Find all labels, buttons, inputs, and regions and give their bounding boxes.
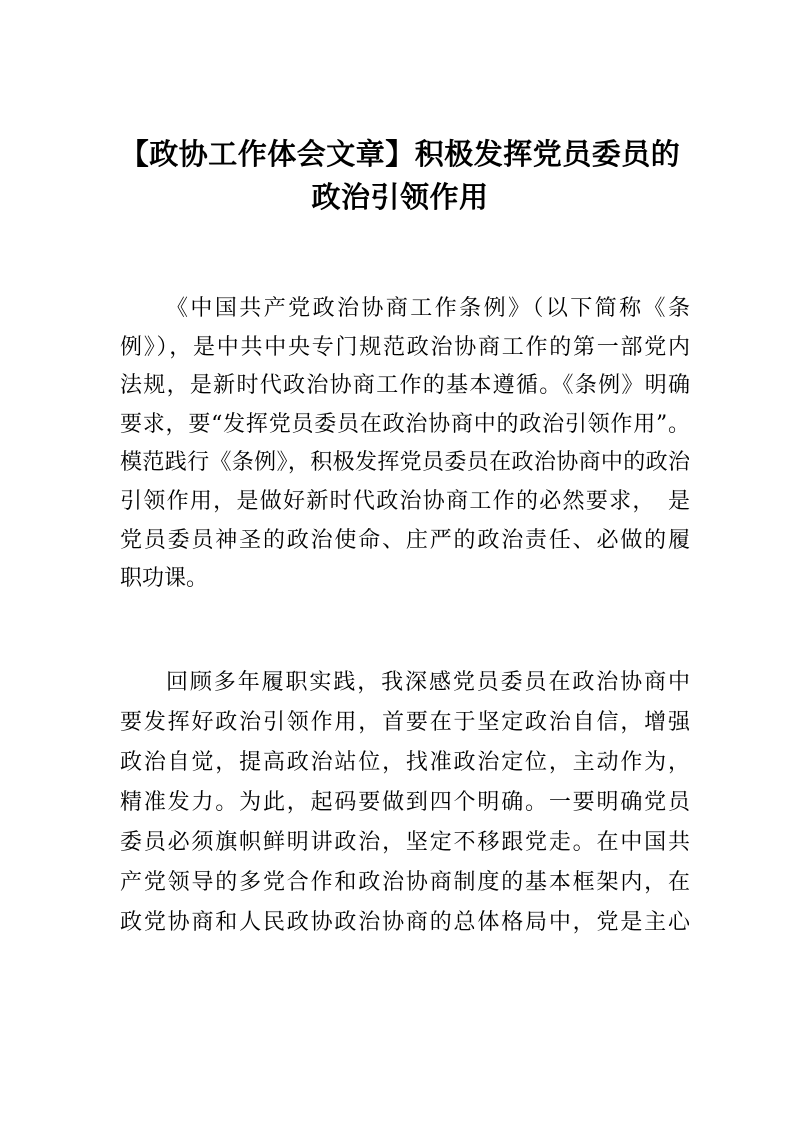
paragraph-1-line-8: 职功课。 <box>120 566 209 592</box>
paragraph-2-line-4: 精准发力。为此，起码要做到四个明确。一要明确党员 <box>120 790 690 815</box>
paragraph-2-line-1: 回顾多年履职实践，我深感党员委员在政治协商中 <box>166 670 690 695</box>
paragraph-1-line-3: 法规，是新时代政治协商工作的基本遵循。《条例》明确 <box>120 373 690 399</box>
paragraph-2-line-3: 政治自觉，提高政治站位，找准政治定位，主动作为， <box>120 750 690 775</box>
paragraph-2-line-7: 政党协商和人民政协政治协商的总体格局中，党是主心 <box>120 910 690 935</box>
title-line-2: 政治引领作用 <box>311 180 489 214</box>
paragraph-1-line-6: 引领作用，是做好新时代政治协商工作的必然要求， 是 <box>120 488 690 514</box>
paragraph-1-line-7: 党员委员神圣的政治使命、庄严的政治责任、必做的履 <box>120 527 690 553</box>
paragraph-2 <box>120 663 690 943</box>
paragraph-2-line-5: 委员必须旗帜鲜明讲政治，坚定不移跟党走。在中国共 <box>120 830 690 855</box>
paragraph-1-line-4: 要求，要“发挥党员委员在政治协商中的政治引领作用”。 <box>120 411 690 437</box>
document-title <box>110 133 690 219</box>
paragraph-1-line-5: 模范践行《条例》，积极发挥党员委员在政治协商中的政治 <box>120 450 690 476</box>
paragraph-2-line-6: 产党领导的多党合作和政治协商制度的基本框架内，在 <box>120 870 690 895</box>
paragraph-2-line-2: 要发挥好政治引领作用，首要在于坚定政治自信，增强 <box>120 710 690 735</box>
paragraph-1 <box>120 290 690 599</box>
title-line-1: 【政协工作体会文章】积极发挥党员委员的 <box>119 137 681 171</box>
paragraph-1-line-1: 《中国共产党政治协商工作条例》（以下简称《条 <box>166 296 690 321</box>
paragraph-1-line-2: 例》），是中共中央专门规范政治协商工作的第一部党内 <box>120 334 690 360</box>
